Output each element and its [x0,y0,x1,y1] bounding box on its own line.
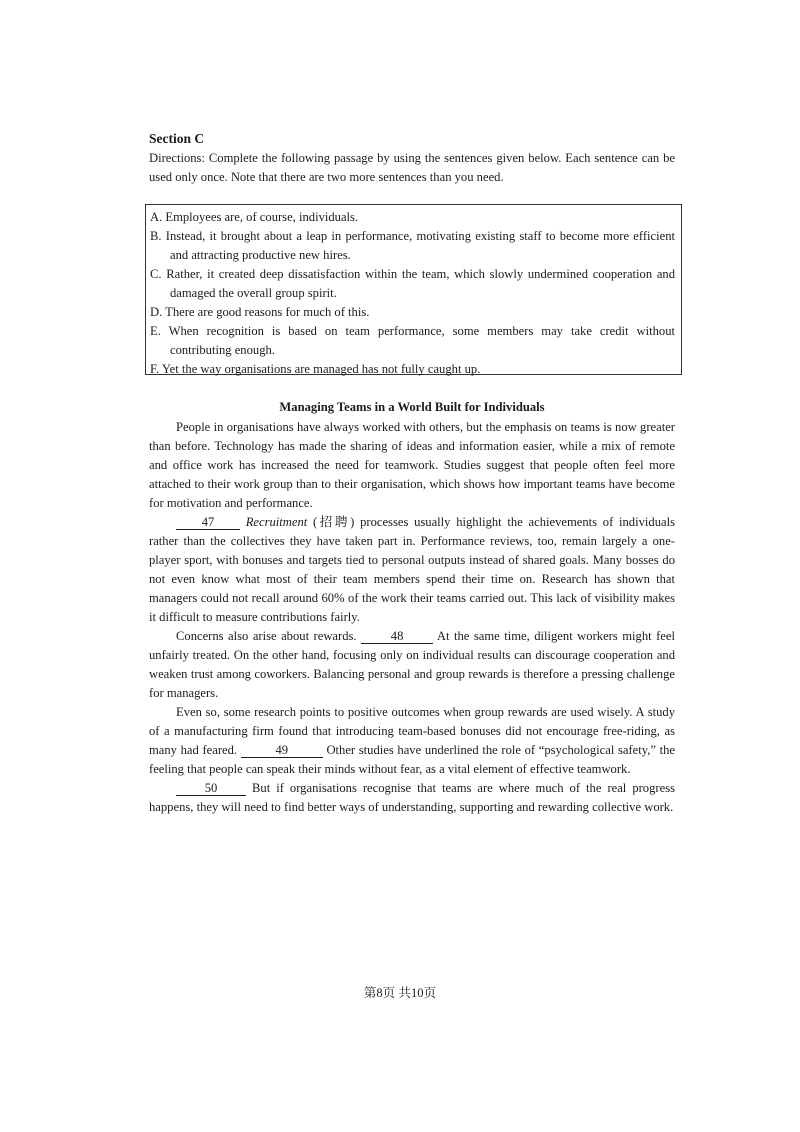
blank-47[interactable]: 47 [176,515,240,530]
paragraph-2 [149,513,675,627]
option-f: F. Yet the way organisations are managed has not fully caught up. [150,362,481,376]
term-recruitment: Recruitment [245,515,308,529]
paragraph-3-before: Concerns also arise about rewards. [176,629,357,643]
blank-49[interactable]: 49 [241,743,323,758]
option-b: B. Instead, it brought about a leap in performance, motivating existing staff to become more efficient and attracting productive new hires. [150,229,675,262]
paragraph-3-after: At the same time, diligent workers might feel unfairly treated. On the other hand, focusing only on individual results can discourage cooperation and weaken trust among coworkers. Balancing personal and group rewards is therefore a pressing challenge for managers. [149,629,675,700]
option-d: D. There are good reasons for much of this. [150,305,370,319]
term-gloss: (招聘) [313,515,355,529]
page-number: 第8页 共10页 [363,986,437,1000]
option-c: C. Rather, it created deep dissatisfaction within the team, which slowly undermined cooperation and damaged the overall group spirit. [150,267,675,300]
option-e: E. When recognition is based on team performance, some members may take credit without contributing enough. [150,324,675,357]
paragraph-5 [149,779,675,817]
paragraph-4-after: Other studies have underlined the role of “psychological safety,” the feeling that people can speak their minds without fear, as a vital element of effective teamwork. [149,743,676,776]
paragraph-4-before: Even so, some research points to positive outcomes when group rewards are used wisely. A study of a manufacturing firm found that introducing team-based bonuses did not encourage free-riding, as many had feared. [149,705,675,757]
blank-50[interactable]: 50 [176,781,246,796]
paragraph-2-text: processes usually highlight the achievements of individuals rather than the collectives they have taken part in. Performance reviews, too, remain largely a one-player sport, with bonuses and targets tied to personal outputs instead of shared goals. Many bosses do not even know what most of their team members spend their time on. Research has shown that managers could not recall around 60% of the work their teams carried out. This lack of visibility makes it difficult to measure contributions fairly. [149,515,675,624]
options-box [145,204,682,375]
directions: Directions: Complete the following passage by using the sentences given below. Each sentence can be used only once. Note that there are two more sentences than you need. [149,151,675,184]
paragraph-4 [149,703,675,779]
passage-title: Managing Teams in a World Built for Individuals [279,400,545,414]
paragraph-5-text: But if organisations recognise that teams are where much of the real progress happens, they will need to find better ways of understanding, supporting and rewarding collective work. [149,781,675,814]
paragraph-3 [149,627,675,703]
blank-48[interactable]: 48 [361,629,433,644]
option-a: A. Employees are, of course, individuals. [150,210,359,224]
section-title: Section C [149,131,205,146]
passage [149,418,675,817]
paragraph-1: People in organisations have always worked with others, but the emphasis on teams is now greater than before. Technology has made the sharing of ideas and information easier, while a mix of remote and office work has increased the need for teamwork. Studies suggest that people often feel more attached to their work group than to their organisation, which shows how important teams have become for motivation and performance. [149,420,675,510]
